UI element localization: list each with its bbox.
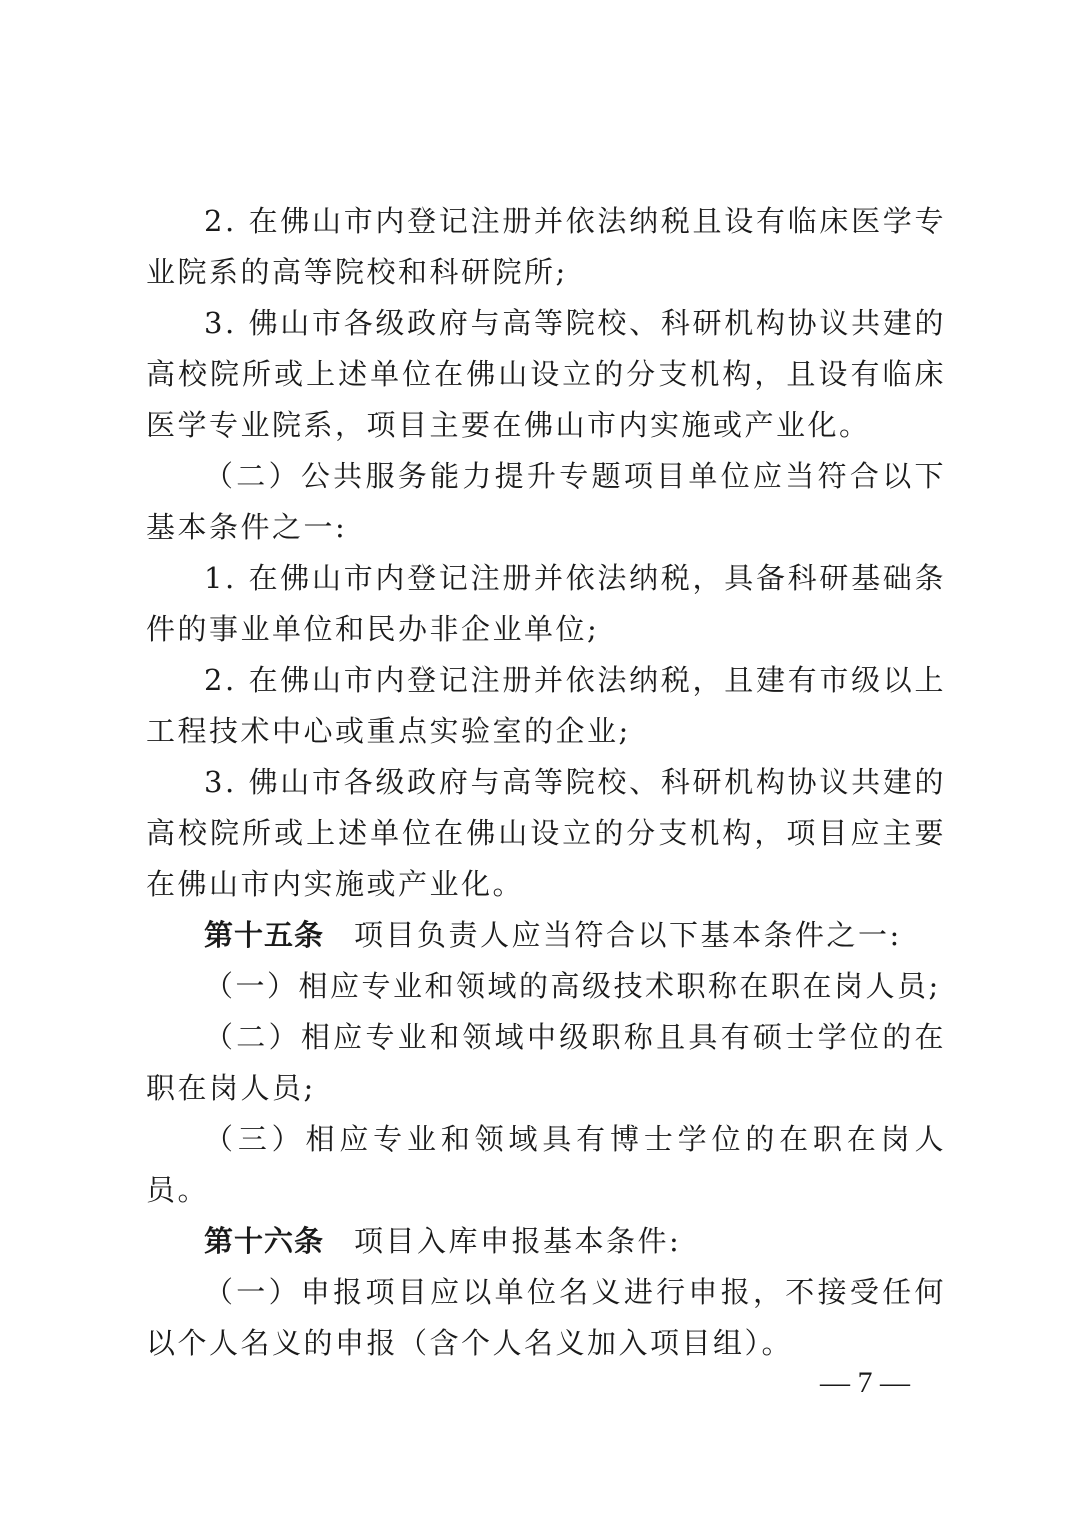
paragraph-subclause-1: 1. 在佛山市内登记注册并依法纳税，具备科研基础条件的事业单位和民办非企业单位; — [146, 561, 946, 646]
paragraph-article-15: 第十五条 项目负责人应当符合以下基本条件之一: — [204, 918, 902, 952]
article-heading: 第十五条 — [204, 918, 325, 952]
paragraph-clause-2: 2. 在佛山市内登记注册并依法纳税且设有临床医学专业院系的高等院校和科研院所; — [146, 204, 946, 289]
paragraph-section-2: （二）公共服务能力提升专题项目单位应当符合以下基本条件之一: — [146, 459, 946, 544]
paragraph-subclause-3: 3. 佛山市各级政府与高等院校、科研机构协议共建的高校院所或上述单位在佛山设立的分支机构，项目应主要在佛山市内实施或产业化。 — [146, 765, 946, 901]
paragraph-leader-2: （二）相应专业和领域中级职称且具有硕士学位的在职在岗人员; — [146, 1020, 946, 1105]
article-heading: 第十六条 — [204, 1224, 325, 1258]
paragraph-clause-3: 3. 佛山市各级政府与高等院校、科研机构协议共建的高校院所或上述单位在佛山设立的分支机构，且设有临床医学专业院系，项目主要在佛山市内实施或产业化。 — [146, 306, 946, 442]
paragraph-subclause-2: 2. 在佛山市内登记注册并依法纳税，且建有市级以上工程技术中心或重点实验室的企业; — [146, 663, 946, 748]
paragraph-article-16: 第十六条 项目入库申报基本条件: — [204, 1224, 682, 1258]
paragraph-leader-1: （一）相应专业和领域的高级技术职称在职在岗人员; — [204, 969, 941, 1003]
page-number: — 7 — — [820, 1366, 910, 1399]
paragraph-application-1: （一）申报项目应以单位名义进行申报，不接受任何以个人名义的申报（含个人名义加入项目组）。 — [146, 1275, 946, 1360]
paragraph-leader-3: （三）相应专业和领域具有博士学位的在职在岗人员。 — [146, 1122, 946, 1207]
document-body — [146, 196, 946, 1369]
